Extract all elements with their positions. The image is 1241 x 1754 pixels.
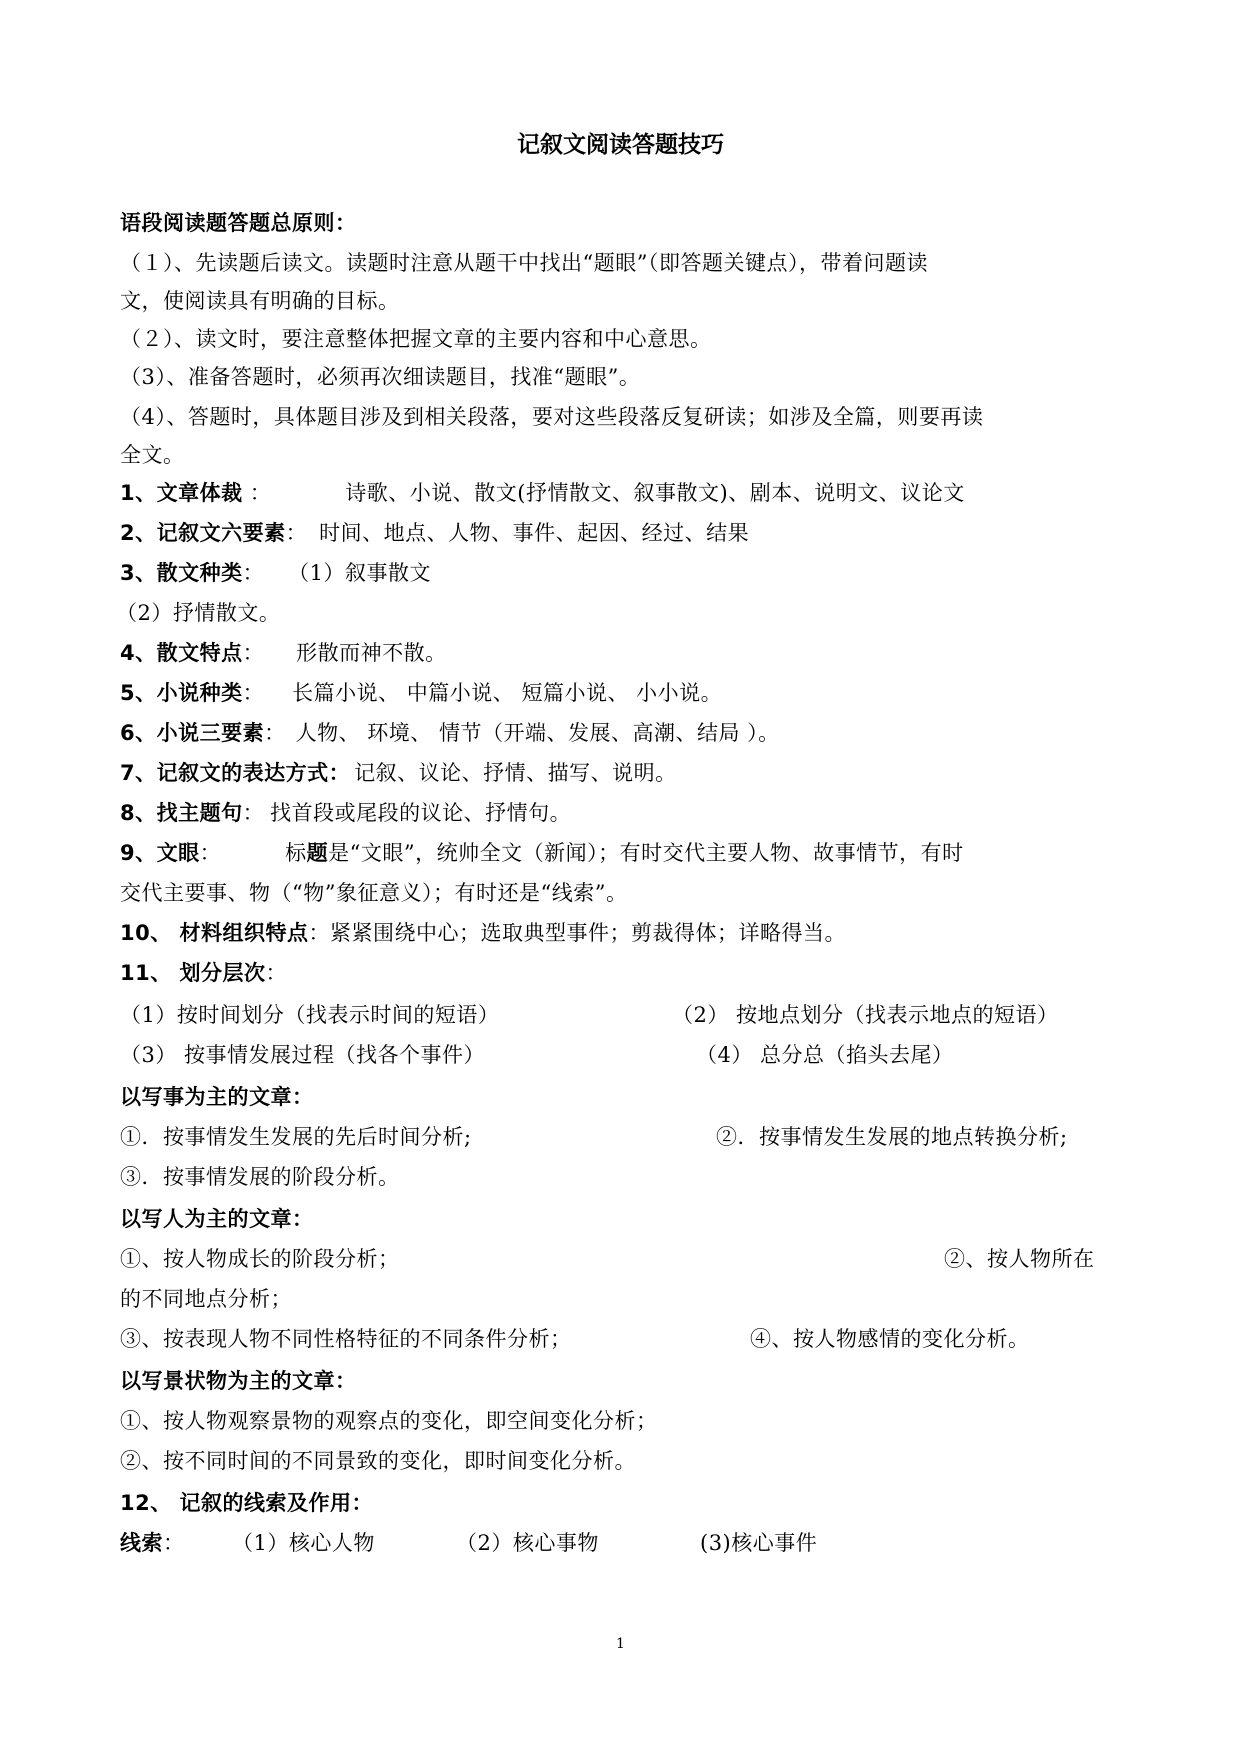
item-4-colon: ： <box>242 641 265 665</box>
item-5 <box>120 678 722 708</box>
clue-label: 线索 <box>120 1531 163 1555</box>
people-item-3: ③、按表现人物不同性格特征的不同条件分析； <box>120 1327 572 1351</box>
item-10 <box>120 918 846 948</box>
item-4-label: 4、散文特点 <box>120 641 243 665</box>
events-item-3: ③．按事情发展的阶段分析。 <box>120 1165 400 1189</box>
principle-1-line-1: （１）、先读题后读文。读题时注意从题干中找出“题眼”（即答题关键点），带着问题读 <box>120 251 928 275</box>
people-heading: 以写人为主的文章： <box>120 1207 314 1231</box>
people-item-4: ④、按人物感情的变化分析。 <box>750 1327 1030 1351</box>
scenery-item-1: ①、按人物观察景物的观察点的变化，即空间变化分析； <box>120 1409 658 1433</box>
item-11-option-4: （4） 总分总（掐头去尾） <box>696 1043 954 1067</box>
events-item-1: ①．按事情发生发展的先后时间分析; <box>120 1125 472 1149</box>
item-4-text: 形散而神不散。 <box>296 641 447 665</box>
people-item-1: ①、按人物成长的阶段分析； <box>120 1247 400 1271</box>
principle-4-line-2: 全文。 <box>120 443 185 467</box>
item-6 <box>120 718 780 748</box>
item-2 <box>120 518 749 548</box>
principles-heading: 语段阅读题答题总原则： <box>120 211 357 235</box>
item-8 <box>120 798 571 828</box>
item-11-option-1: （1）按时间划分（找表示时间的短语） <box>120 1003 500 1027</box>
item-3-label: 3、散文种类 <box>120 561 243 585</box>
item-1-text: 诗歌、小说、散文(抒情散文、叙事散文)、剧本、说明文、议论文 <box>345 481 965 505</box>
clue-item-3: (3)核心事件 <box>700 1531 818 1555</box>
principle-3: （3）、准备答题时，必须再次细读题目，找准“题眼”。 <box>120 365 641 389</box>
item-7-colon: ： <box>328 761 351 785</box>
clue-line <box>120 1528 185 1558</box>
principle-1-line-2: 文，使阅读具有明确的目标。 <box>120 289 400 313</box>
item-1-label: 1、文章体裁 <box>120 481 243 505</box>
principle-4-line-1: （4）、答题时，具体题目涉及到相关段落，要对这些段落反复研读；如涉及全篇，则要再读 <box>120 405 984 429</box>
item-11-colon: ： <box>265 961 288 985</box>
item-9-text-part-1: 标 <box>285 841 307 865</box>
item-6-text: 人物、 环境、 情节（开端、发展、高潮、结局 ）。 <box>295 721 780 745</box>
item-5-colon: ： <box>242 681 265 705</box>
scenery-item-2: ②、按不同时间的不同景致的变化，即时间变化分析。 <box>120 1449 636 1473</box>
page-title: 记叙文阅读答题技巧 <box>517 132 724 158</box>
item-10-colon: ： <box>308 921 331 945</box>
item-9-text-part-2: 题 <box>306 841 329 865</box>
item-9-line-1 <box>120 838 964 868</box>
item-1 <box>120 478 965 508</box>
item-9-text-part-3: 是“文眼”，统帅全文（新闻）；有时交代主要人物、故事情节，有时 <box>328 841 964 865</box>
item-7 <box>120 758 677 788</box>
item-8-text: 找首段或尾段的议论、抒情句。 <box>270 801 572 825</box>
item-5-text: 长篇小说、 中篇小说、 短篇小说、 小小说。 <box>292 681 723 705</box>
item-9-label: 9、文眼 <box>120 841 200 865</box>
item-9-colon: ： <box>199 841 222 865</box>
clue-item-1: （1）核心人物 <box>232 1531 375 1555</box>
item-3-line-2: （2）抒情散文。 <box>116 601 281 625</box>
item-2-label: 2、记叙文六要素 <box>120 521 286 545</box>
item-3-colon: ： <box>242 561 265 585</box>
item-3-text: （1）叙事散文 <box>288 561 431 585</box>
people-item-2-part-1: ②、按人物所在 <box>944 1247 1095 1271</box>
item-10-text: 紧紧围绕中心；选取典型事件；剪裁得体；详略得当。 <box>330 921 847 945</box>
clue-colon: ： <box>163 1531 185 1555</box>
item-3 <box>120 558 431 588</box>
events-heading: 以写事为主的文章： <box>120 1085 314 1109</box>
clue-item-2: （2）核心事物 <box>456 1531 599 1555</box>
item-2-colon: ： <box>285 521 308 545</box>
item-1-colon: ： <box>242 481 272 505</box>
item-11 <box>120 958 287 988</box>
people-item-2-part-2: 的不同地点分析； <box>120 1287 292 1311</box>
principle-2: （２）、读文时，要注意整体把握文章的主要内容和中心意思。 <box>120 327 712 351</box>
item-6-label: 6、小说三要素 <box>120 721 265 745</box>
page-number: 1 <box>616 1636 625 1652</box>
scenery-heading: 以写景状物为主的文章： <box>120 1369 357 1393</box>
item-7-label: 7、记叙文的表达方式 <box>120 761 329 785</box>
item-4 <box>120 638 447 668</box>
item-11-label: 11、 划分层次 <box>120 961 266 985</box>
item-5-label: 5、小说种类 <box>120 681 243 705</box>
clue-heading: 12、 记叙的线索及作用： <box>120 1491 374 1515</box>
item-7-text: 记叙、议论、抒情、描写、说明。 <box>354 761 677 785</box>
item-11-option-2: （2） 按地点划分（找表示地点的短语） <box>672 1003 1059 1027</box>
item-11-option-3: （3） 按事情发展过程（找各个事件） <box>120 1043 486 1067</box>
item-8-label: 8、找主题句 <box>120 801 243 825</box>
item-9-line-2: 交代主要事、物（“物”象征意义）；有时还是“线索”。 <box>120 881 628 905</box>
item-6-colon: ： <box>264 721 286 745</box>
item-8-colon: ： <box>242 801 265 825</box>
events-item-2: ②．按事情发生发展的地点转换分析; <box>716 1125 1068 1149</box>
item-10-label: 10、 材料组织特点 <box>120 921 309 945</box>
item-2-text: 时间、地点、人物、事件、起因、经过、结果 <box>319 521 750 545</box>
